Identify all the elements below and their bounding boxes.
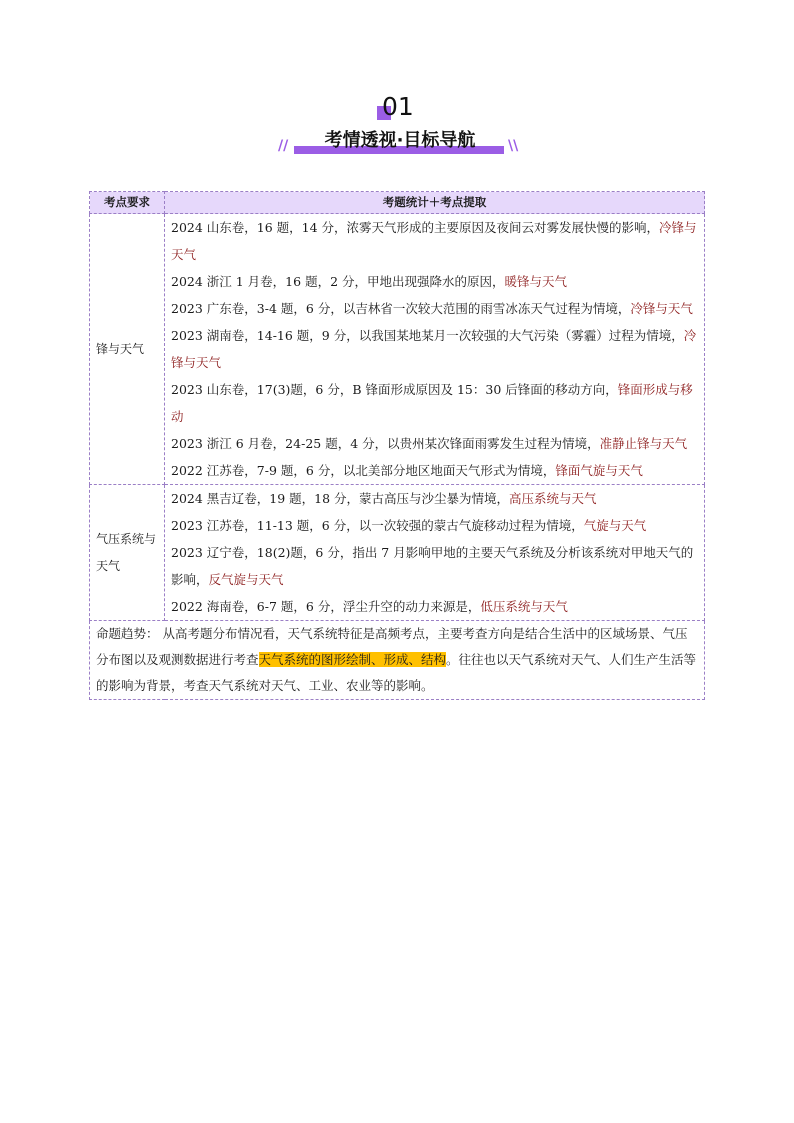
entries-cell <box>165 485 705 621</box>
entry-text: 2024 黑吉辽卷，19 题，18 分，蒙古高压与沙尘暴为情境， <box>171 491 510 506</box>
entry-text: 2023 广东卷，3-4 题，6 分，以吉林省一次较大范围的雨雪冰冻天气过程为情境， <box>171 301 631 316</box>
section-number: 01 <box>382 92 414 121</box>
list-item <box>171 295 698 322</box>
list-item <box>171 376 698 430</box>
entry-text: 2022 江苏卷，7-9 题，6 分，以北美部分地区地面天气形式为情境， <box>171 463 556 478</box>
knowledge-point: 锋面气旋与天气 <box>555 463 643 478</box>
entry-text: 2023 辽宁卷，18(2)题，6 分，指出 7 月影响甲地的主要天气系统及分析该系统对甲地天气的影响， <box>171 545 694 587</box>
knowledge-point: 低压系统与天气 <box>480 599 568 614</box>
entry-text: 2024 浙江 1 月卷，16 题，2 分，甲地出现强降水的原因， <box>171 274 505 289</box>
table-row <box>90 214 705 485</box>
list-item <box>171 457 698 484</box>
entry-text: 2023 湖南卷，14-16 题，9 分，以我国某地某月一次较强的大气污染（雾霾）过程为情境， <box>171 328 684 343</box>
col-header-requirement: 考点要求 <box>90 192 165 214</box>
list-item <box>171 322 698 376</box>
knowledge-point: 反气旋与天气 <box>208 572 284 587</box>
list-item <box>171 485 698 512</box>
entry-text: 2024 山东卷，16 题，14 分，浓雾天气形成的主要原因及夜间云对雾发展快慢的影响， <box>171 220 660 235</box>
list-item <box>171 512 698 539</box>
table-row <box>90 485 705 621</box>
knowledge-point: 锋面形成与移动 <box>171 382 693 424</box>
section-header <box>0 90 794 160</box>
knowledge-point: 暖锋与天气 <box>504 274 568 289</box>
knowledge-point: 气旋与天气 <box>583 518 647 533</box>
entry-text: 2023 浙江 6 月卷，24-25 题，4 分，以贵州某次锋面雨雾发生过程为情境， <box>171 436 600 451</box>
banner-slash-left: // <box>278 138 289 154</box>
list-item <box>171 539 698 593</box>
table-header-row <box>90 192 705 214</box>
list-item <box>171 593 698 620</box>
entry-text: 2023 江苏卷，11-13 题，6 分，以一次较强的蒙古气旋移动过程为情境， <box>171 518 584 533</box>
entry-text: 2023 山东卷，17(3)题，6 分，B 锋面形成原因及 15：30 后锋面的移动方向， <box>171 382 618 397</box>
trend-suffix: 。往往也以天气系统对天气、人们生产生活等的影响为背景，考查天气系统对天气、工业、农业等的影响。 <box>96 652 697 693</box>
entries-cell <box>165 214 705 485</box>
trend-prefix: 命题趋势： 从高考题分布情况看，天气系统特征是高频考点，主要考查方向是结合生活中的区域场景、气压分布图以及观测数据进行考查 <box>96 626 688 667</box>
list-item <box>171 214 698 268</box>
trend-row <box>90 621 705 700</box>
trend-highlight: 天气系统的图形绘制、形成、结构 <box>258 652 447 667</box>
category-cell: 锋与天气 <box>90 214 165 485</box>
knowledge-point: 准静止锋与天气 <box>599 436 688 451</box>
knowledge-point: 冷锋与天气 <box>171 220 697 262</box>
exam-analysis-table <box>89 191 705 700</box>
col-header-statistics: 考题统计＋考点提取 <box>165 192 705 214</box>
banner-title: 考情透视·目标导航 <box>324 130 476 151</box>
banner-slash-right: \\ <box>508 138 519 154</box>
trend-cell <box>90 621 705 700</box>
knowledge-point: 冷锋与天气 <box>630 301 693 316</box>
category-cell: 气压系统与天气 <box>90 485 165 621</box>
knowledge-point: 冷锋与天气 <box>171 328 697 370</box>
list-item <box>171 268 698 295</box>
list-item <box>171 430 698 457</box>
knowledge-point: 高压系统与天气 <box>509 491 597 506</box>
entry-text: 2022 海南卷，6-7 题，6 分，浮尘升空的动力来源是， <box>171 599 481 614</box>
